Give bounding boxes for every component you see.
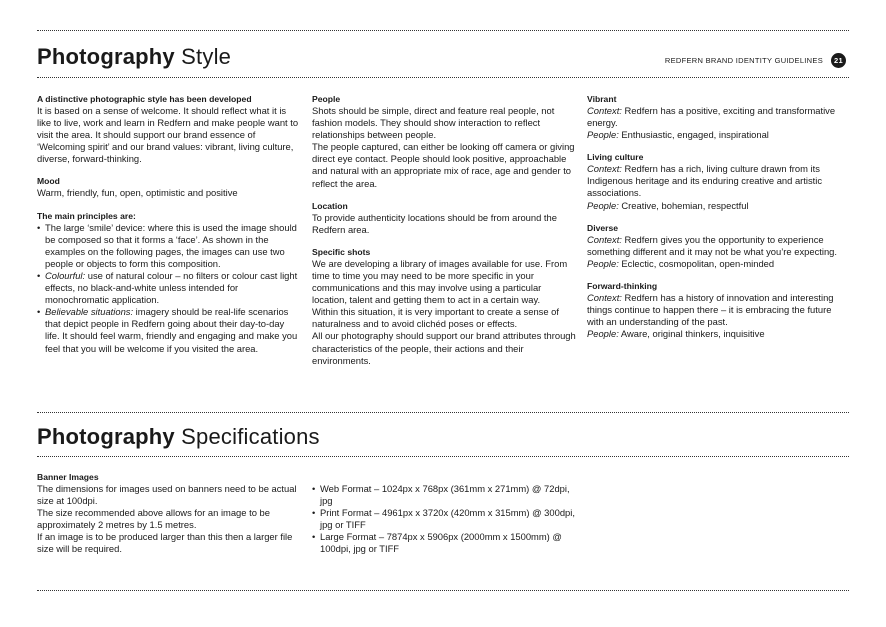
- value-people: People: Creative, bohemian, respectful: [587, 199, 749, 211]
- principles-list: [37, 222, 299, 355]
- mood-body: Warm, friendly, fun, open, optimistic and positive: [37, 187, 238, 199]
- guidelines-label: REDFERN BRAND IDENTITY GUIDELINES: [664, 56, 823, 65]
- banner-body: If an image is to be produced larger than this then a larger file size will be required.: [37, 531, 293, 555]
- value-section-forward-thinking: [587, 280, 849, 340]
- principles-section: [37, 210, 299, 355]
- people-body: Shots should be simple, direct and feature real people, not fashion models. They should show interaction to reflect relationships between people.: [312, 105, 555, 141]
- banner-images-section: [37, 471, 299, 556]
- column-brand-values: [587, 93, 849, 350]
- value-heading: Vibrant: [587, 94, 617, 104]
- specific-shots-heading: Specific shots: [312, 246, 371, 257]
- specs-title-divider: [37, 456, 849, 457]
- page-title: Photography Style: [37, 44, 232, 69]
- page-number-badge: 21: [831, 53, 846, 68]
- list-item: • Believable situations: imagery should be real-life scenarios that depict people in Redfern going about their day-to-day life. It should feel warm, friendly and engaging and make you feel that you will be welcome if you visited the area.: [37, 306, 299, 354]
- location-section: [312, 200, 578, 236]
- people-heading: People: [312, 94, 341, 104]
- value-context: Context: Redfern has a rich, living culture drawn from its Indigenous heritage and its enduring creative and artistic associations.: [587, 163, 823, 199]
- top-divider: [37, 30, 849, 31]
- people-section: [312, 93, 578, 190]
- title-divider: [37, 77, 849, 78]
- formats-section: [312, 483, 578, 556]
- banner-body: The size recommended above allows for an image to be approximately 2 metres by 1.5 metres.: [37, 507, 270, 531]
- value-heading: Diverse: [587, 222, 619, 233]
- specs-top-divider: [37, 412, 849, 413]
- value-section-vibrant: [587, 93, 849, 141]
- specific-shots-body: All our photography should support our brand attributes through characteristics of the people, their actions and their environments.: [312, 330, 576, 366]
- bottom-divider: [37, 590, 849, 591]
- value-context: Context: Redfern has a history of innovation and interesting things continue to happen there – it is embracing the future with an understanding of the past.: [587, 291, 834, 328]
- specific-shots-body: We are developing a library of images available for use. From time to time you may need to be more specific in your communications and this may involve using a particular location, talent and getting them to act in a certain way.: [312, 257, 568, 306]
- banner-body: The dimensions for images used on banners need to be actual size at 100dpi.: [37, 483, 297, 507]
- value-context: Context: Redfern has a positive, exciting and transformative energy.: [587, 105, 836, 129]
- value-heading: Living culture: [587, 152, 644, 163]
- specific-shots-section: [312, 246, 578, 367]
- people-body: The people captured, can either be looking off camera or giving direct eye contact. People should look positive, approachable and natural with an appropriate mix of race, age and gender to reflect the area.: [312, 141, 575, 189]
- location-body: To provide authenticity locations should be from around the Redfern area.: [312, 211, 557, 235]
- banner-heading: Banner Images: [37, 472, 99, 482]
- column-style-overview: [37, 93, 299, 355]
- intro-section: [37, 93, 299, 165]
- mood-section: [37, 175, 299, 199]
- value-section-diverse: [587, 222, 849, 270]
- intro-heading: A distinctive photographic style has been developed: [37, 94, 252, 104]
- column-people-location: [312, 93, 578, 367]
- mood-heading: Mood: [37, 176, 60, 187]
- formats-list: [312, 483, 578, 556]
- value-people: People: Aware, original thinkers, inquisitive: [587, 328, 765, 340]
- value-people: People: Enthusiastic, engaged, inspirational: [587, 129, 769, 141]
- list-item: • Print Format – 4961px x 3720x (420mm x 315mm) @ 300dpi, jpg or TIFF: [312, 507, 578, 531]
- list-item: • Web Format – 1024px x 768px (361mm x 271mm) @ 72dpi, jpg: [312, 483, 578, 507]
- specific-shots-body: Within this situation, it is very important to create a sense of naturalness and to avoid clichéd poses or effects.: [312, 306, 559, 330]
- location-heading: Location: [312, 200, 348, 211]
- value-people: People: Eclectic, cosmopolitan, open-minded: [587, 257, 775, 269]
- value-heading: Forward-thinking: [587, 280, 658, 291]
- list-item: • Large Format – 7874px x 5906px (2000mm x 1500mm) @ 100dpi, jpg or TIFF: [312, 531, 578, 555]
- value-section-living-culture: [587, 151, 849, 211]
- value-context: Context: Redfern gives you the opportunity to experience something different and it may not be what you’re expecting.: [587, 233, 837, 257]
- list-item: • The large ‘smile’ device: where this is used the image should be composed so that it forms a ‘face’. As shown in the examples on the following pages, the images can use two people or objects to form this composition.: [37, 222, 299, 270]
- page-header-meta: [665, 53, 846, 68]
- list-item: • Colourful: use of natural colour – no filters or colour cast light effects, no black-and-white unless intended for monochromatic application.: [37, 270, 299, 306]
- specs-title: Photography Specifications: [37, 424, 320, 449]
- intro-body: It is based on a sense of welcome. It should reflect what it is like to live, work and learn in Redfern and make people want to visit the area. It should support our brand essence of ‘Welcoming spirit’ and our brand values: vibrant, living culture, diverse, forward-thinking.: [37, 105, 299, 165]
- principles-heading: The main principles are:: [37, 210, 136, 221]
